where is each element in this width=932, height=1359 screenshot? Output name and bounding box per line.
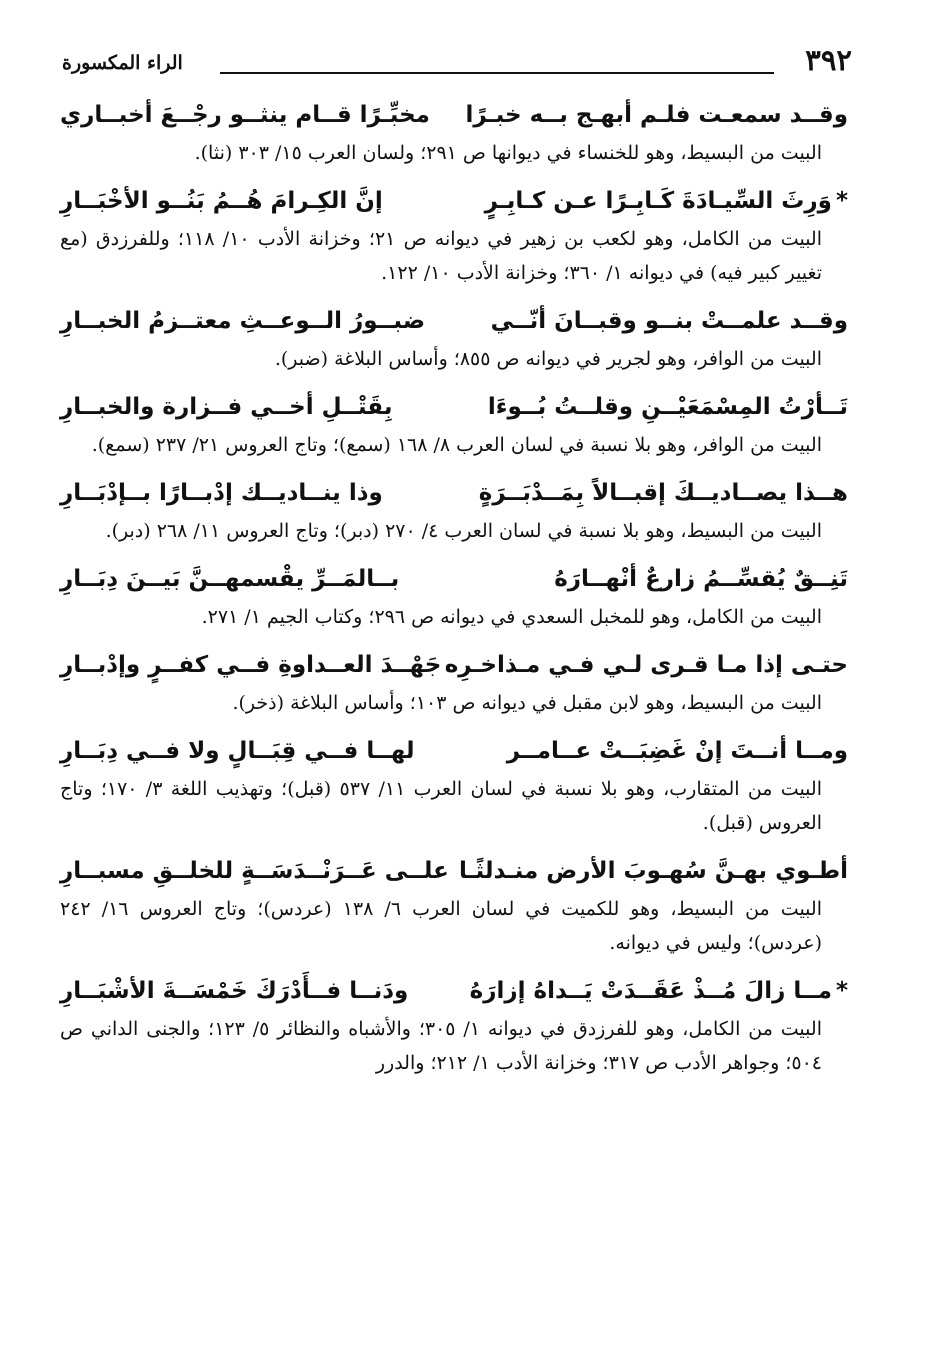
verse-line — [60, 558, 848, 600]
page-number: ٣٩٢ — [805, 43, 852, 77]
verse-entry — [60, 300, 848, 376]
verse-entry — [60, 386, 848, 462]
verse-entry — [60, 472, 848, 548]
verse-list — [60, 94, 848, 1090]
verse-line — [60, 970, 848, 1012]
second-hemistich: بِقَتْــلِ أخــي فــزارة والخبــارِ — [60, 394, 393, 420]
verse-source-note: البيت من البسيط، وهو للكميت في لسان العرب ٦/ ١٣٨ (عردس)؛ وتاج العروس ١٦/ ٢٤٢ (عردس)؛ وليس في ديوانه. — [60, 898, 822, 954]
verse-line — [60, 94, 848, 136]
first-hemistich — [459, 850, 848, 892]
first-hemistich-text: وقــد علمــتْ بنــو وقبــانَ أنّــي — [490, 308, 848, 334]
first-hemistich — [485, 180, 848, 222]
header-rule — [220, 72, 774, 74]
first-hemistich — [470, 970, 848, 1012]
second-hemistich: ودَنــا فــأَدْرَكَ خَمْسَــةَ الأشْبَــارِ — [60, 978, 409, 1004]
first-hemistich-text: تَــأرْتُ المِسْمَعَيْــنِ وقلــتُ بُــوءَا — [487, 394, 848, 420]
first-hemistich — [445, 644, 848, 686]
second-hemistich: جَهْــدَ العــداوةِ فــي كفــرٍ وإدْبــارِ — [60, 652, 442, 678]
first-hemistich-text: وقــد سمعـت فلـم أبهـج بــه خبـرًا — [465, 102, 848, 128]
verse-entry — [60, 730, 848, 840]
second-hemistich: مخبِّـرًا قــام ينثــو رجْــعَ أخبــاري — [60, 102, 430, 128]
verse-line — [60, 644, 848, 686]
verse-source-note: البيت من البسيط، وهو بلا نسبة في لسان العرب ٤/ ٢٧٠ (دبر)؛ وتاج العروس ١١/ ٢٦٨ (دبر). — [105, 520, 822, 542]
verse-source-note: البيت من المتقارب، وهو بلا نسبة في لسان العرب ١١/ ٥٣٧ (قبل)؛ وتهذيب اللغة ٣/ ١٧٠؛ وتاج العروس (قبل). — [60, 778, 822, 834]
verse-entry — [60, 558, 848, 634]
verse-entry — [60, 970, 848, 1080]
page-header — [62, 36, 852, 84]
verse-source-note: البيت من الكامل، وهو للمخبل السعدي في ديوانه ص ٢٩٦؛ وكتاب الجيم ١/ ٢٧١. — [201, 606, 822, 628]
verse-line — [60, 180, 848, 222]
second-hemistich: علــى عَــرَنْــدَسَــةٍ للخلــقِ مسبــارِ — [60, 858, 449, 884]
first-hemistich-text: وَرِثَ السِّيـادَةَ كَـابِـرًا عـن كـابِـرٍ — [484, 188, 832, 214]
second-hemistich: بــالمَــرِّ يقْسمهــنَّ بَيــنَ دِبَــارِ — [60, 566, 400, 592]
first-hemistich — [491, 300, 848, 342]
asterisk-marker: * — [835, 188, 848, 214]
first-hemistich — [466, 94, 848, 136]
verse-source-note: البيت من الكامل، وهو للفرزدق في ديوانه ١/ ٣٠٥؛ والأشباه والنظائر ٥/ ١٢٣؛ والجنى الداني ص ٥٠٤؛ وجواهر الأدب ص ٣١٧؛ وخزانة الأدب ١/ ٢١٢؛ والدرر — [60, 1018, 822, 1074]
verse-source-note: البيت من البسيط، وهو للخنساء في ديوانها ص ٢٩١؛ ولسان العرب ١٥/ ٣٠٣ (نثا). — [194, 142, 822, 164]
asterisk-marker: * — [835, 978, 848, 1004]
second-hemistich: ضبــورُ الــوعــثِ معتــزمُ الخبــارِ — [60, 308, 426, 334]
first-hemistich-text: هــذا يصــاديــكَ إقبــالاً بِمَــدْبَــرَةٍ — [478, 480, 848, 506]
verse-line — [60, 386, 848, 428]
verse-line — [60, 730, 848, 772]
first-hemistich-text: أطـوي بهـنَّ سُهـوبَ الأرض منـدلثًـا — [458, 858, 848, 884]
verse-entry — [60, 850, 848, 960]
first-hemistich-text: ومــا أنــتَ إنْ غَضِبَــتْ عــامــر — [506, 738, 848, 764]
first-hemistich-text: مــا زالَ مُــذْ عَقَــدَتْ يَــداهُ إزارَهُ — [469, 978, 832, 1004]
first-hemistich — [507, 730, 848, 772]
verse-entry — [60, 644, 848, 720]
verse-entry — [60, 94, 848, 170]
first-hemistich — [554, 558, 848, 600]
verse-source-note: البيت من الكامل، وهو لكعب بن زهير في ديوانه ص ٢١؛ وخزانة الأدب ١٠/ ١١٨؛ وللفرزدق (مع تغيير كبير فيه) في ديوانه ١/ ٣٦٠؛ وخزانة الأدب ١٠/ ١٢٢. — [60, 228, 822, 284]
second-hemistich: إنَّ الكِـرامَ هُــمُ بَنُــو الأخْبَــارِ — [60, 188, 383, 214]
running-title: الراء المكسورة — [62, 52, 183, 74]
first-hemistich-text: حتـى إذا مـا قـرى لـي فـي مـذاخـرِه — [444, 652, 848, 678]
verse-source-note: البيت من البسيط، وهو لابن مقبل في ديوانه ص ١٠٣؛ وأساس البلاغة (ذخر). — [232, 692, 822, 714]
verse-source-note: البيت من الوافر، وهو بلا نسبة في لسان العرب ٨/ ١٦٨ (سمع)؛ وتاج العروس ٢١/ ٢٣٧ (سمع). — [91, 434, 822, 456]
first-hemistich-text: تَنِــقٌ يُقسِّــمُ زارعٌ أنْهــارَهُ — [554, 566, 848, 592]
verse-entry — [60, 180, 848, 290]
second-hemistich: لهــا فــي قِبَــالٍ ولا فــي دِبَــارِ — [60, 738, 415, 764]
first-hemistich — [488, 386, 848, 428]
second-hemistich: وذا ينــاديــك إدْبــارًا بــإدْبَــارِ — [60, 480, 383, 506]
verse-line — [60, 300, 848, 342]
verse-line — [60, 472, 848, 514]
first-hemistich — [479, 472, 848, 514]
verse-source-note: البيت من الوافر، وهو لجرير في ديوانه ص ٨٥٥؛ وأساس البلاغة (ضبر). — [274, 348, 822, 370]
verse-line — [60, 850, 848, 892]
